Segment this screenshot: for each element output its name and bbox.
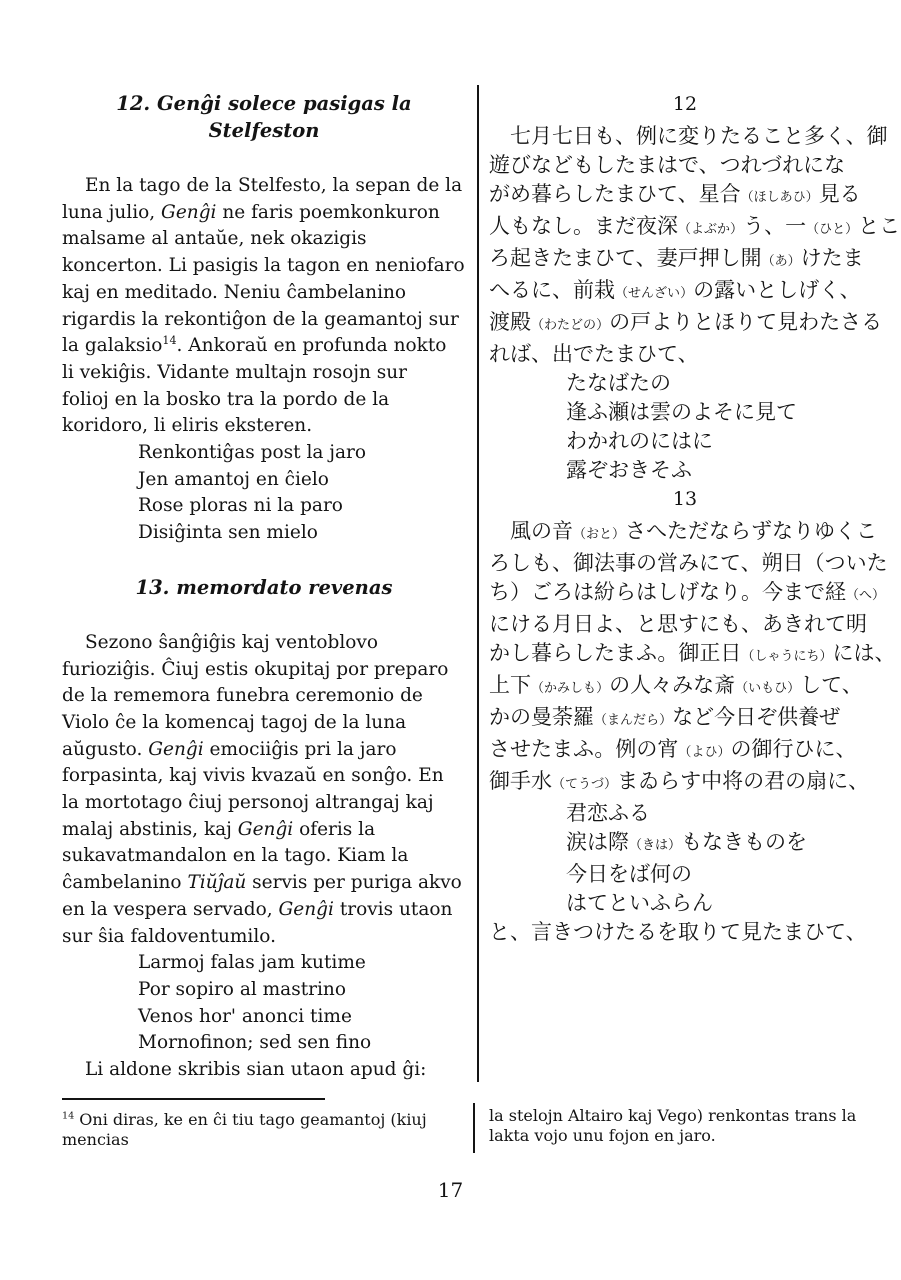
text-line: Rose ploras ni la paro xyxy=(138,495,343,517)
text-line: sukavatmandalon en la tago. Kiam la xyxy=(62,845,409,867)
section-12-paragraph xyxy=(62,173,466,440)
footnote-left: $^{14}$ Oni diras, ke en ĉi tiu tago geamantoj (kiuj mencias xyxy=(62,1110,427,1149)
text-line: わかれのにはに xyxy=(566,429,713,453)
text-line: かし暮らしたまふ。御正日（しゃうにち）には、 xyxy=(489,641,896,665)
text-line: en la vespera servado, Genĝi trovis utaon xyxy=(62,898,453,920)
text-line: 遊びなどもしたまはで、つれづれにな xyxy=(489,153,846,177)
japanese-section-12-paragraph xyxy=(489,122,901,369)
text-line: れば、出でたまひて、 xyxy=(489,342,699,366)
text-line: ろしも、御法事の営みにて、朔日（ついた xyxy=(489,551,888,575)
text-line: 今日をば何の xyxy=(566,862,692,886)
section-13-closing-line: Li aldone skribis sian utaon apud ĝi: xyxy=(85,1059,427,1081)
footnote-column-divider xyxy=(473,1103,475,1153)
text-line: にける月日よ、と思すにも、あきれて明 xyxy=(489,612,867,636)
text-line: aŭgusto. Genĝi emociiĝis pri la jaro xyxy=(62,738,397,760)
text-line: Por sopiro al mastrino xyxy=(138,978,346,1000)
text-line: 君恋ふる xyxy=(566,801,650,825)
text-line: させたまふ。例の宵（よひ）の御行ひに、 xyxy=(489,737,857,761)
text-line: koncerton. Li pasigis la tagon en neniofaro xyxy=(62,255,465,277)
section-12-heading: 12. Genĝi solece pasigas la Stelfeston xyxy=(116,92,412,142)
text-line: たなばたの xyxy=(566,371,671,395)
japanese-section-13-paragraph xyxy=(489,517,896,799)
text-line: Sezono ŝanĝiĝis kaj ventoblovo xyxy=(85,631,379,653)
text-line: Disiĝinta sen mielo xyxy=(138,522,318,544)
text-line: 逢ふ瀬は雲のよそに見て xyxy=(566,400,797,424)
text-line: へるに、前栽（せんざい）の露いとしげく、 xyxy=(489,278,861,302)
japanese-section-12-number: 12 xyxy=(672,93,698,115)
text-line: 渡殿（わたどの）の戸よりとほりて見わたさる xyxy=(489,310,883,334)
text-line: la stelojn Altairo kaj Vego) renkontas trans la xyxy=(489,1106,857,1125)
section-13-heading: 13. memordato revenas xyxy=(135,575,393,599)
text-line: malsame al antaŭe, nek okazigis xyxy=(62,228,367,250)
section-13-poem xyxy=(138,950,466,1057)
text-line: かの曼荼羅（まんだら）など今日ぞ供養ぜ xyxy=(489,705,841,729)
page-number: 17 xyxy=(437,1178,464,1202)
text-line: furioziĝis. Ĉiuj estis okupitaj por preparo xyxy=(62,658,449,680)
footnote-right xyxy=(489,1106,881,1146)
text-line: 人もなし。まだ夜深（よぶか）う、一（ひと）とこ xyxy=(489,214,901,238)
text-line: ろ起きたまひて、妻戸押し開（あ）けたま xyxy=(489,246,864,270)
japanese-section-13-poem xyxy=(566,799,881,918)
text-line: ĉambelanino Tiŭĵaŭ servis per puriga akvo xyxy=(62,872,462,894)
section-12-poem xyxy=(138,440,466,547)
text-line: 風の音（おと）さへただならずなりゆくこ xyxy=(489,519,878,543)
text-line: 御手水（てうづ）まゐらす中将の君の扇に、 xyxy=(489,769,870,793)
japanese-section-13-number: 13 xyxy=(672,488,698,510)
japanese-column xyxy=(489,90,901,947)
text-line: 露ぞおきそふ xyxy=(566,458,692,482)
text-line: 七月七日も、例に変りたること多く、御 xyxy=(489,124,888,148)
text-line: forpasinta, kaj vivis kvazaŭ en sonĝo. En xyxy=(62,765,444,787)
text-line: Mornofinon; sed sen fino xyxy=(138,1032,372,1054)
text-line: はてといふらん xyxy=(566,891,713,915)
text-line: li vekiĝis. Vidante multajn rosojn sur xyxy=(62,361,408,383)
text-line: rigardis la rekontiĝon de la geamantoj sur xyxy=(62,308,459,330)
text-line: sur ŝia faldoventumilo. xyxy=(62,925,276,947)
text-line: folioj en la bosko tra la pordo de la xyxy=(62,388,390,410)
text-line: Violo ĉe la komencaj tagoj de la luna xyxy=(62,711,407,733)
text-line: ち）ごろは紛らはしげなり。今まで経（へ） xyxy=(489,580,886,604)
text-line: kaj en meditado. Neniu ĉambelanino xyxy=(62,281,407,303)
text-line: Venos hor' anonci time xyxy=(138,1005,352,1027)
text-line: koridoro, li eliris eksteren. xyxy=(62,415,313,437)
japanese-section-13-closing-line: と、言きつけたるを取りて見たまひて、 xyxy=(489,920,867,944)
japanese-section-12-poem xyxy=(566,369,881,485)
footnote-rule xyxy=(62,1098,325,1100)
text-line: lakta vojo unu fojon en jaro. xyxy=(489,1126,716,1145)
text-line: Renkontiĝas post la jaro xyxy=(138,442,367,464)
column-divider xyxy=(477,85,479,1082)
text-line: がめ暮らしたまひて、星合（ほしあひ）見る xyxy=(489,182,861,206)
section-13-paragraph xyxy=(62,630,466,950)
text-line: Jen amantoj en ĉielo xyxy=(138,468,329,490)
text-line: la mortotago ĉiuj personoj altrangaj kaj xyxy=(62,792,434,814)
text-line: luna julio, Genĝi ne faris poemkonkuron xyxy=(62,201,440,223)
text-line: 上下（かみしも）の人々みな斎（いもひ）して、 xyxy=(489,673,863,697)
text-line: malaj abstinis, kaj Genĝi oferis la xyxy=(62,818,376,840)
text-line: la galaksio$^{14}$. Ankoraŭ en profunda nokto xyxy=(62,334,447,357)
text-line: 涙は際（きは）もなきものを xyxy=(566,830,808,854)
text-line: Larmoj falas jam kutime xyxy=(138,952,366,974)
esperanto-column xyxy=(62,90,466,1084)
text-line: En la tago de la Stelfesto, la sepan de la xyxy=(85,175,463,196)
text-line: de la rememora funebra ceremonio de xyxy=(62,685,423,707)
